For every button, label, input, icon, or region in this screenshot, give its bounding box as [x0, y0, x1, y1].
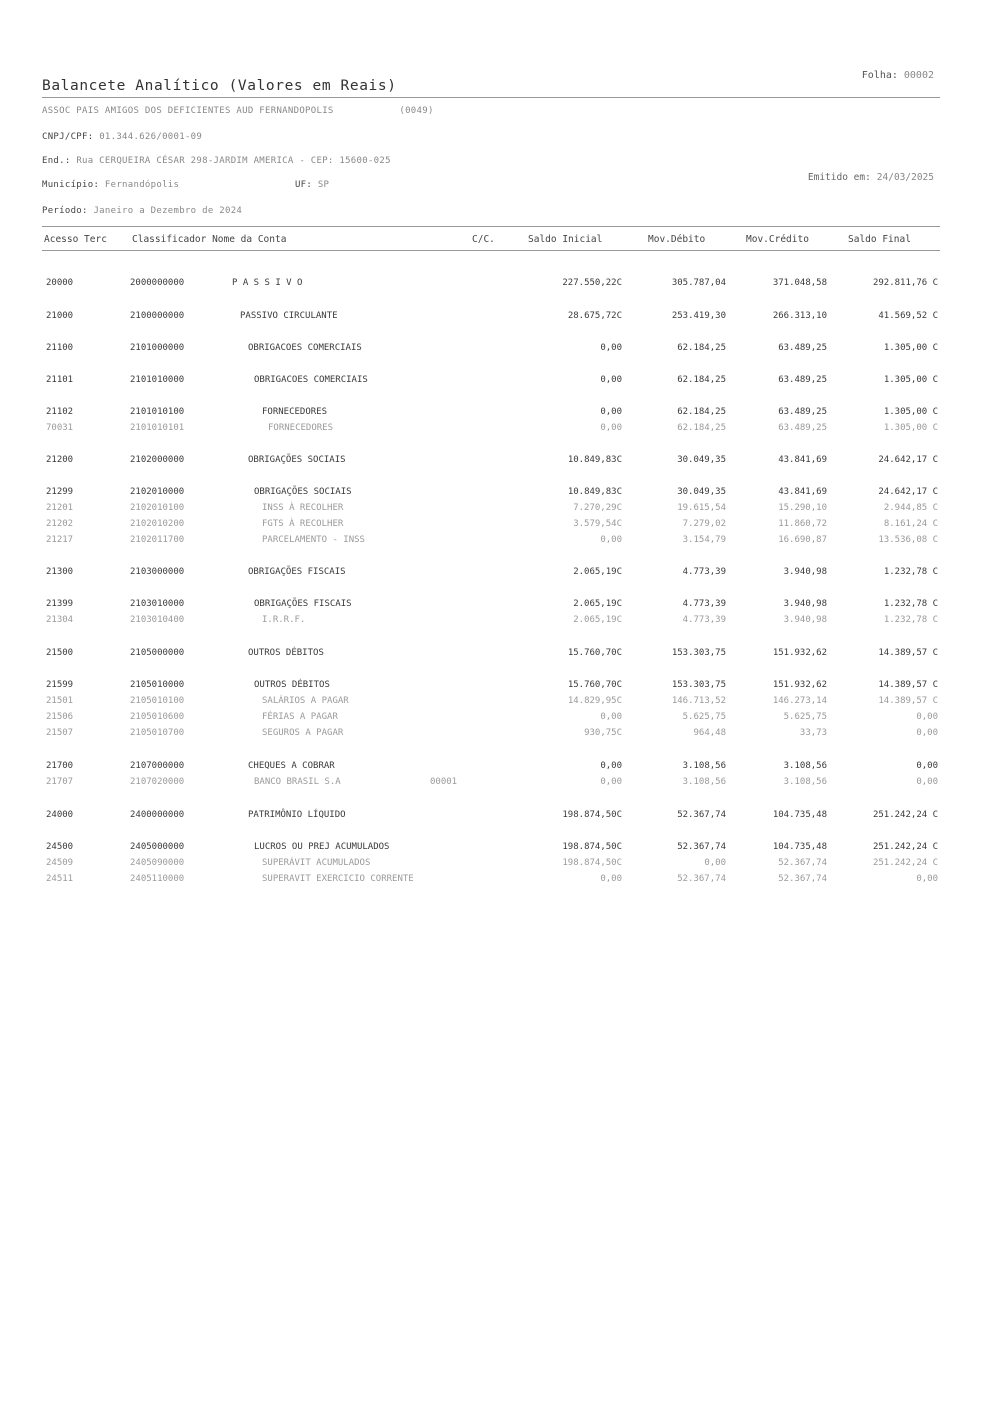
saldo-final-cell: 24.642,17 C — [878, 487, 938, 497]
acesso-cell: 21707 — [46, 777, 74, 787]
classificador-cell: 2405000000 — [130, 842, 185, 852]
saldo-inicial-cell: 198.874,50C — [562, 858, 622, 868]
col-classificador: Classificador Nome da Conta — [132, 234, 287, 245]
mov-debito-cell: 4.773,39 — [682, 615, 726, 625]
mov-credito-cell: 266.313,10 — [772, 311, 827, 321]
saldo-inicial-cell: 227.550,22C — [562, 278, 622, 288]
saldo-final-cell: 14.389,57 C — [878, 696, 938, 706]
mov-credito-cell: 371.048,58 — [772, 278, 827, 288]
account-name-cell: LUCROS OU PREJ ACUMULADOS — [254, 842, 390, 852]
acesso-cell: 21101 — [46, 375, 74, 385]
acesso-cell: 21700 — [46, 761, 74, 771]
table-row — [0, 728, 992, 742]
table-row — [0, 696, 992, 710]
account-name-cell: OUTROS DÉBITOS — [254, 680, 330, 690]
saldo-final-cell: 14.389,57 C — [878, 648, 938, 658]
account-name-cell: FÉRIAS A PAGAR — [262, 712, 338, 722]
acesso-cell: 21102 — [46, 407, 74, 417]
account-name-cell: BANCO BRASIL S.A — [254, 777, 341, 787]
mov-credito-cell: 63.489,25 — [778, 343, 827, 353]
mov-debito-cell: 62.184,25 — [677, 423, 726, 433]
header-rule-top — [42, 226, 940, 227]
mov-debito-cell: 5.625,75 — [682, 712, 726, 722]
mov-credito-cell: 3.940,98 — [783, 567, 827, 577]
account-name-cell: OBRIGAÇÕES FISCAIS — [254, 599, 352, 609]
saldo-inicial-cell: 0,00 — [600, 874, 622, 884]
mov-debito-cell: 3.108,56 — [682, 761, 726, 771]
periodo-value: Janeiro a Dezembro de 2024 — [93, 206, 243, 216]
account-name-cell: SUPERÁVIT ACUMULADOS — [262, 858, 371, 868]
col-saldo-inicial: Saldo Inicial — [528, 234, 603, 245]
saldo-inicial-cell: 2.065,19C — [573, 599, 622, 609]
mov-debito-cell: 153.303,75 — [671, 648, 726, 658]
saldo-final-cell: 1.305,00 C — [883, 407, 938, 417]
acesso-cell: 21501 — [46, 696, 74, 706]
account-name-cell: INSS À RECOLHER — [262, 503, 344, 513]
mov-credito-cell: 15.290,10 — [778, 503, 827, 513]
table-row — [0, 311, 992, 325]
mov-debito-cell: 62.184,25 — [677, 407, 726, 417]
saldo-final-cell: 251.242,24 C — [872, 858, 938, 868]
account-name-cell: P A S S I V O — [232, 278, 303, 288]
periodo-label: Período: — [42, 206, 88, 216]
saldo-inicial-cell: 198.874,50C — [562, 810, 622, 820]
mov-credito-cell: 151.932,62 — [772, 648, 827, 658]
col-mov-debito: Mov.Débito — [648, 234, 706, 245]
saldo-inicial-cell: 0,00 — [600, 423, 622, 433]
classificador-cell: 2101010000 — [130, 375, 185, 385]
folha-value: 00002 — [903, 70, 934, 81]
table-row — [0, 615, 992, 629]
account-name-cell: FGTS À RECOLHER — [262, 519, 344, 529]
address-value: Rua CERQUEIRA CÉSAR 298-JARDIM AMERICA - CEP: 15600-025 — [76, 156, 391, 166]
title-rule — [42, 97, 940, 98]
table-row — [0, 761, 992, 775]
saldo-inicial-cell: 0,00 — [600, 343, 622, 353]
saldo-final-cell: 251.242,24 C — [872, 842, 938, 852]
mov-credito-cell: 63.489,25 — [778, 407, 827, 417]
classificador-cell: 2101010100 — [130, 407, 185, 417]
entity-name: ASSOC PAIS AMIGOS DOS DEFICIENTES AUD FERNANDOPOLIS — [42, 106, 334, 116]
acesso-cell: 21399 — [46, 599, 74, 609]
address-label: End.: — [42, 156, 71, 166]
mov-credito-cell: 146.273,14 — [772, 696, 827, 706]
acesso-cell: 70031 — [46, 423, 74, 433]
classificador-cell: 2103010000 — [130, 599, 185, 609]
mov-credito-cell: 104.735,48 — [772, 810, 827, 820]
header-rule-bottom — [42, 250, 940, 251]
col-mov-credito: Mov.Crédito — [746, 234, 809, 245]
table-row — [0, 874, 992, 888]
account-name-cell: OUTROS DÉBITOS — [248, 648, 324, 658]
saldo-inicial-cell: 0,00 — [600, 712, 622, 722]
mov-debito-cell: 4.773,39 — [682, 567, 726, 577]
mov-credito-cell: 63.489,25 — [778, 423, 827, 433]
table-row — [0, 375, 992, 389]
mov-credito-cell: 3.108,56 — [783, 761, 827, 771]
mov-credito-cell: 11.860,72 — [778, 519, 827, 529]
table-row — [0, 567, 992, 581]
mov-credito-cell: 3.108,56 — [783, 777, 827, 787]
saldo-final-cell: 0,00 — [916, 712, 938, 722]
saldo-inicial-cell: 15.760,70C — [567, 680, 622, 690]
mov-credito-cell: 43.841,69 — [778, 487, 827, 497]
table-row — [0, 423, 992, 437]
acesso-cell: 21506 — [46, 712, 74, 722]
acesso-cell: 24509 — [46, 858, 74, 868]
saldo-inicial-cell: 2.065,19C — [573, 567, 622, 577]
saldo-inicial-cell: 198.874,50C — [562, 842, 622, 852]
saldo-inicial-cell: 3.579,54C — [573, 519, 622, 529]
mov-credito-cell: 43.841,69 — [778, 455, 827, 465]
acesso-cell: 21200 — [46, 455, 74, 465]
saldo-inicial-cell: 0,00 — [600, 375, 622, 385]
acesso-cell: 20000 — [46, 278, 74, 288]
saldo-final-cell: 251.242,24 C — [872, 810, 938, 820]
municipio-value: Fernandópolis — [104, 180, 180, 190]
saldo-inicial-cell: 7.270,29C — [573, 503, 622, 513]
classificador-cell: 2105010700 — [130, 728, 185, 738]
classificador-cell: 2105000000 — [130, 648, 185, 658]
classificador-cell: 2105010100 — [130, 696, 185, 706]
saldo-final-cell: 8.161,24 C — [883, 519, 938, 529]
mov-credito-cell: 63.489,25 — [778, 375, 827, 385]
mov-debito-cell: 305.787,04 — [671, 278, 726, 288]
saldo-inicial-cell: 28.675,72C — [567, 311, 622, 321]
page-title: Balancete Analítico (Valores em Reais) — [42, 78, 397, 94]
mov-debito-cell: 146.713,52 — [671, 696, 726, 706]
saldo-final-cell: 1.305,00 C — [883, 343, 938, 353]
saldo-inicial-cell: 14.829,95C — [567, 696, 622, 706]
mov-debito-cell: 0,00 — [704, 858, 726, 868]
acesso-cell: 21000 — [46, 311, 74, 321]
table-row — [0, 599, 992, 613]
saldo-inicial-cell: 930,75C — [584, 728, 622, 738]
acesso-cell: 21507 — [46, 728, 74, 738]
account-name-cell: OBRIGAÇÕES SOCIAIS — [254, 487, 352, 497]
classificador-cell: 2107020000 — [130, 777, 185, 787]
acesso-cell: 21500 — [46, 648, 74, 658]
col-saldo-final: Saldo Final — [848, 234, 911, 245]
table-row — [0, 487, 992, 501]
table-row — [0, 858, 992, 872]
emitido-label: Emitido em: — [807, 172, 871, 183]
classificador-cell: 2103010400 — [130, 615, 185, 625]
account-name-cell: OBRIGACOES COMERCIAIS — [248, 343, 362, 353]
mov-debito-cell: 52.367,74 — [677, 810, 726, 820]
table-row — [0, 535, 992, 549]
acesso-cell: 21599 — [46, 680, 74, 690]
mov-debito-cell: 52.367,74 — [677, 874, 726, 884]
table-row — [0, 842, 992, 856]
municipio-line — [42, 180, 329, 190]
mov-debito-cell: 4.773,39 — [682, 599, 726, 609]
saldo-inicial-cell: 0,00 — [600, 407, 622, 417]
classificador-cell: 2102011700 — [130, 535, 185, 545]
saldo-final-cell: 0,00 — [916, 761, 938, 771]
address-line — [42, 156, 391, 166]
acesso-cell: 21201 — [46, 503, 74, 513]
account-name-cell: I.R.R.F. — [262, 615, 306, 625]
entity-line — [42, 106, 434, 116]
classificador-cell: 2405090000 — [130, 858, 185, 868]
classificador-cell: 2101010101 — [130, 423, 185, 433]
mov-debito-cell: 253.419,30 — [671, 311, 726, 321]
cnpj-line — [42, 132, 202, 142]
classificador-cell: 2105010600 — [130, 712, 185, 722]
mov-debito-cell: 3.154,79 — [682, 535, 726, 545]
saldo-final-cell: 41.569,52 C — [878, 311, 938, 321]
account-name-cell: SALÁRIOS A PAGAR — [262, 696, 349, 706]
table-row — [0, 407, 992, 421]
table-row — [0, 712, 992, 726]
saldo-final-cell: 1.305,00 C — [883, 375, 938, 385]
uf-label: UF: — [294, 180, 313, 190]
classificador-cell: 2400000000 — [130, 810, 185, 820]
saldo-final-cell: 2.944,85 C — [883, 503, 938, 513]
account-name-cell: PARCELAMENTO - INSS — [262, 535, 365, 545]
classificador-cell: 2103000000 — [130, 567, 185, 577]
saldo-inicial-cell: 15.760,70C — [567, 648, 622, 658]
classificador-cell: 2102010000 — [130, 487, 185, 497]
saldo-inicial-cell: 0,00 — [600, 777, 622, 787]
account-name-cell: PASSIVO CIRCULANTE — [240, 311, 338, 321]
municipio-label: Município: — [42, 180, 100, 190]
classificador-cell: 2107000000 — [130, 761, 185, 771]
table-row — [0, 278, 992, 292]
folha-label: Folha: — [861, 70, 898, 81]
mov-debito-cell: 19.615,54 — [677, 503, 726, 513]
account-name-cell: FORNECEDORES — [268, 423, 334, 433]
saldo-final-cell: 292.811,76 C — [872, 278, 938, 288]
saldo-final-cell: 0,00 — [916, 874, 938, 884]
page-number — [862, 70, 934, 81]
mov-credito-cell: 151.932,62 — [772, 680, 827, 690]
classificador-cell: 2102010100 — [130, 503, 185, 513]
acesso-cell: 21202 — [46, 519, 74, 529]
mov-debito-cell: 153.303,75 — [671, 680, 726, 690]
cc-cell: 00001 — [430, 777, 458, 787]
mov-credito-cell: 3.940,98 — [783, 615, 827, 625]
mov-debito-cell: 52.367,74 — [677, 842, 726, 852]
acesso-cell: 24511 — [46, 874, 74, 884]
classificador-cell: 2102000000 — [130, 455, 185, 465]
account-name-cell: OBRIGAÇÕES FISCAIS — [248, 567, 346, 577]
account-name-cell: OBRIGACOES COMERCIAIS — [254, 375, 368, 385]
classificador-cell: 2101000000 — [130, 343, 185, 353]
saldo-final-cell: 14.389,57 C — [878, 680, 938, 690]
mov-credito-cell: 104.735,48 — [772, 842, 827, 852]
cnpj-value: 01.344.626/0001-09 — [99, 132, 203, 142]
mov-credito-cell: 33,73 — [799, 728, 827, 738]
entity-code: (0049) — [399, 106, 434, 116]
classificador-cell: 2100000000 — [130, 311, 185, 321]
table-row — [0, 777, 992, 791]
saldo-final-cell: 0,00 — [916, 777, 938, 787]
saldo-final-cell: 1.232,78 C — [883, 615, 938, 625]
account-name-cell: CHEQUES A COBRAR — [248, 761, 335, 771]
table-row — [0, 503, 992, 517]
acesso-cell: 21217 — [46, 535, 74, 545]
emitido-value: 24/03/2025 — [876, 172, 934, 183]
mov-debito-cell: 30.049,35 — [677, 455, 726, 465]
cnpj-label: CNPJ/CPF: — [42, 132, 94, 142]
saldo-final-cell: 1.305,00 C — [883, 423, 938, 433]
mov-credito-cell: 5.625,75 — [783, 712, 827, 722]
col-cc: C/C. — [472, 234, 495, 245]
mov-debito-cell: 7.279,02 — [682, 519, 726, 529]
mov-debito-cell: 62.184,25 — [677, 375, 726, 385]
classificador-cell: 2105010000 — [130, 680, 185, 690]
table-row — [0, 519, 992, 533]
acesso-cell: 24000 — [46, 810, 74, 820]
classificador-cell: 2000000000 — [130, 278, 185, 288]
saldo-final-cell: 13.536,08 C — [878, 535, 938, 545]
saldo-final-cell: 1.232,78 C — [883, 567, 938, 577]
mov-debito-cell: 30.049,35 — [677, 487, 726, 497]
mov-credito-cell: 52.367,74 — [778, 858, 827, 868]
account-name-cell: FORNECEDORES — [262, 407, 328, 417]
table-row — [0, 648, 992, 662]
classificador-cell: 2102010200 — [130, 519, 185, 529]
acesso-cell: 21304 — [46, 615, 74, 625]
saldo-inicial-cell: 10.849,83C — [567, 455, 622, 465]
mov-debito-cell: 964,48 — [693, 728, 726, 738]
mov-debito-cell: 3.108,56 — [682, 777, 726, 787]
saldo-final-cell: 1.232,78 C — [883, 599, 938, 609]
mov-debito-cell: 62.184,25 — [677, 343, 726, 353]
acesso-cell: 24500 — [46, 842, 74, 852]
table-row — [0, 455, 992, 469]
acesso-cell: 21100 — [46, 343, 74, 353]
saldo-inicial-cell: 10.849,83C — [567, 487, 622, 497]
account-name-cell: SEGUROS A PAGAR — [262, 728, 344, 738]
saldo-inicial-cell: 0,00 — [600, 761, 622, 771]
saldo-final-cell: 0,00 — [916, 728, 938, 738]
uf-value: SP — [317, 180, 330, 190]
table-row — [0, 680, 992, 694]
saldo-inicial-cell: 2.065,19C — [573, 615, 622, 625]
classificador-cell: 2405110000 — [130, 874, 185, 884]
mov-credito-cell: 3.940,98 — [783, 599, 827, 609]
acesso-cell: 21300 — [46, 567, 74, 577]
account-name-cell: OBRIGAÇÕES SOCIAIS — [248, 455, 346, 465]
account-name-cell: SUPERAVIT EXERCICIO CORRENTE — [262, 874, 414, 884]
acesso-cell: 21299 — [46, 487, 74, 497]
saldo-final-cell: 24.642,17 C — [878, 455, 938, 465]
table-row — [0, 810, 992, 824]
account-name-cell: PATRIMÔNIO LÍQUIDO — [248, 810, 346, 820]
emitido — [808, 172, 934, 183]
saldo-inicial-cell: 0,00 — [600, 535, 622, 545]
mov-credito-cell: 16.690,87 — [778, 535, 827, 545]
mov-credito-cell: 52.367,74 — [778, 874, 827, 884]
periodo-line — [42, 206, 242, 216]
table-row — [0, 343, 992, 357]
col-acesso: Acesso Terc — [44, 234, 107, 245]
